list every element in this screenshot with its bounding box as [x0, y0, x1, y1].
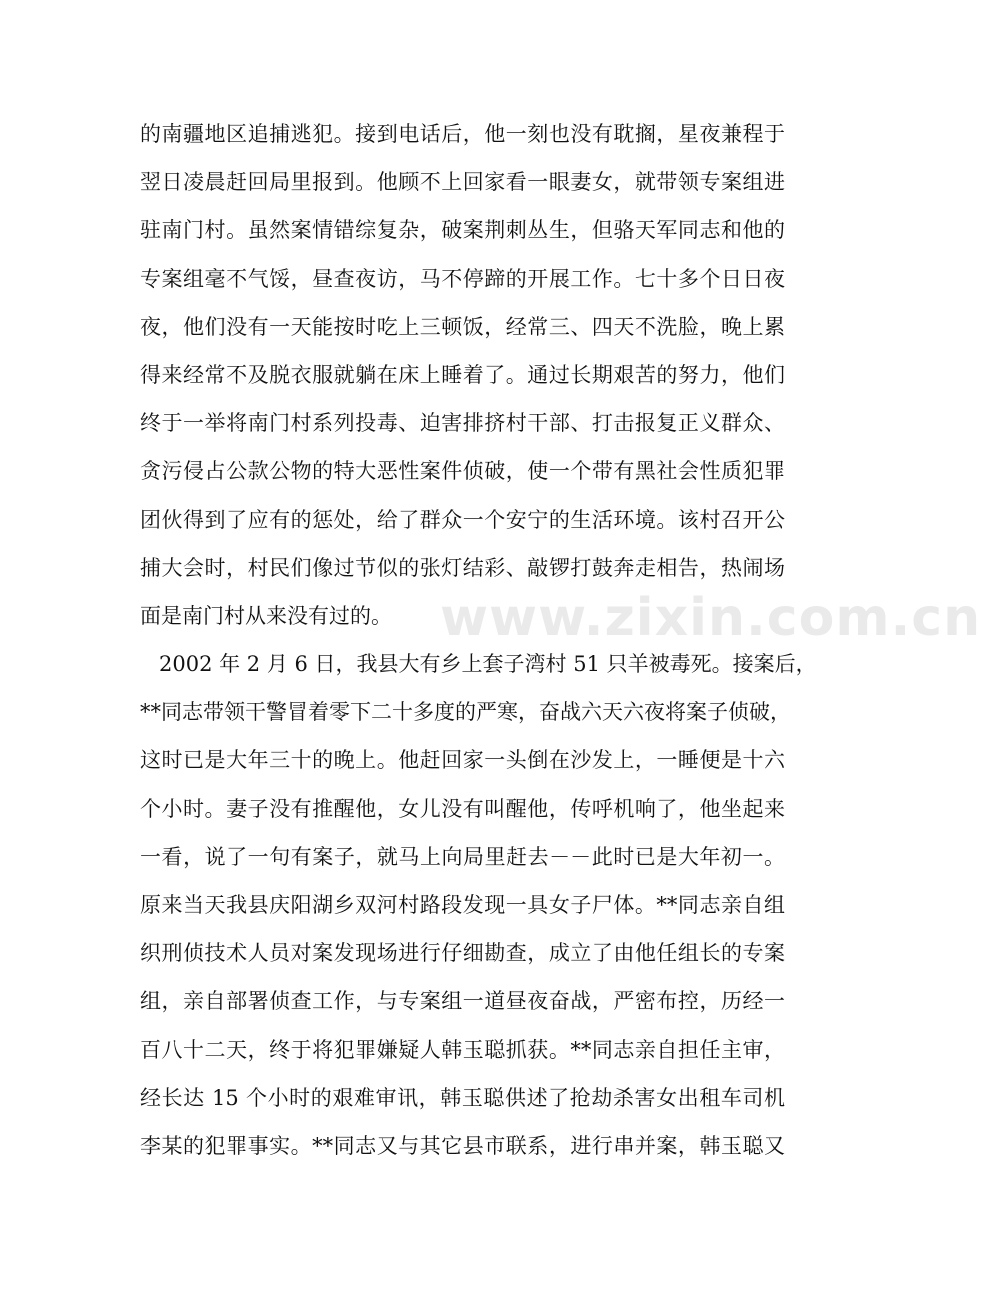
- text-line: 翌日凌晨赶回局里报到。他顾不上回家看一眼妻女，就带领专案组进: [140, 170, 785, 195]
- text-line: 捕大会时，村民们像过节似的张灯结彩、敲锣打鼓奔走相告，热闹场: [140, 555, 785, 580]
- paragraph-2: [140, 640, 817, 1170]
- text-line: 李某的犯罪事实。**同志又与其它县市联系，进行串并案，韩玉聪又: [140, 1133, 785, 1158]
- text-line: 面是南门村从来没有过的。: [140, 603, 392, 628]
- text-line: 夜，他们没有一天能按时吃上三顿饭，经常三、四天不洗脸，晚上累: [140, 314, 785, 339]
- text-line: **同志带领干警冒着零下二十多度的严寒，奋战六天六夜将案子侦破，: [140, 700, 791, 725]
- text-line: 经长达 15 个小时的艰难审讯，韩玉聪供述了抢劫杀害女出租车司机: [140, 1085, 785, 1110]
- text-line: 团伙得到了应有的惩处，给了群众一个安宁的生活环境。该村召开公: [140, 507, 785, 532]
- text-line: 这时已是大年三十的晚上。他赶回家一头倒在沙发上，一睡便是十六: [140, 748, 785, 773]
- text-line: 百八十二天，终于将犯罪嫌疑人韩玉聪抓获。**同志亲自担任主审，: [140, 1037, 785, 1062]
- text-line: 的南疆地区追捕逃犯。接到电话后，他一刻也没有耽搁，星夜兼程于: [140, 122, 785, 146]
- text-line: 一看，说了一句有案子，就马上向局里赶去－－此时已是大年初一。: [140, 844, 785, 869]
- paragraph-1: [140, 110, 785, 640]
- text-line: 终于一举将南门村系列投毒、迫害排挤村干部、打击报复正义群众、: [140, 411, 785, 436]
- text-line: 得来经常不及脱衣服就躺在床上睡着了。通过长期艰苦的努力，他们: [140, 362, 785, 387]
- text-line: 2002 年 2 月 6 日，我县大有乡上套子湾村 51 只羊被毒死。接案后，: [159, 652, 817, 677]
- text-line: 个小时。妻子没有推醒他，女儿没有叫醒他，传呼机响了，他坐起来: [140, 796, 785, 821]
- text-line: 专案组毫不气馁，昼查夜访，马不停蹄的开展工作。七十多个日日夜: [140, 266, 785, 291]
- text-line: 贪污侵占公款公物的特大恶性案件侦破，使一个带有黑社会性质犯罪: [140, 459, 785, 484]
- text-line: 原来当天我县庆阳湖乡双河村路段发现一具女子尸体。**同志亲自组: [140, 893, 785, 917]
- text-line: 组，亲自部署侦查工作，与专案组一道昼夜奋战，严密布控，历经一: [140, 989, 785, 1014]
- text-line: 织刑侦技术人员对案发现场进行仔细勘查，成立了由他任组长的专案: [140, 941, 785, 966]
- text-line: 驻南门村。虽然案情错综复杂，破案荆刺丛生，但骆天军同志和他的: [140, 218, 785, 243]
- watermark: www.zixin.com.cn: [440, 588, 981, 648]
